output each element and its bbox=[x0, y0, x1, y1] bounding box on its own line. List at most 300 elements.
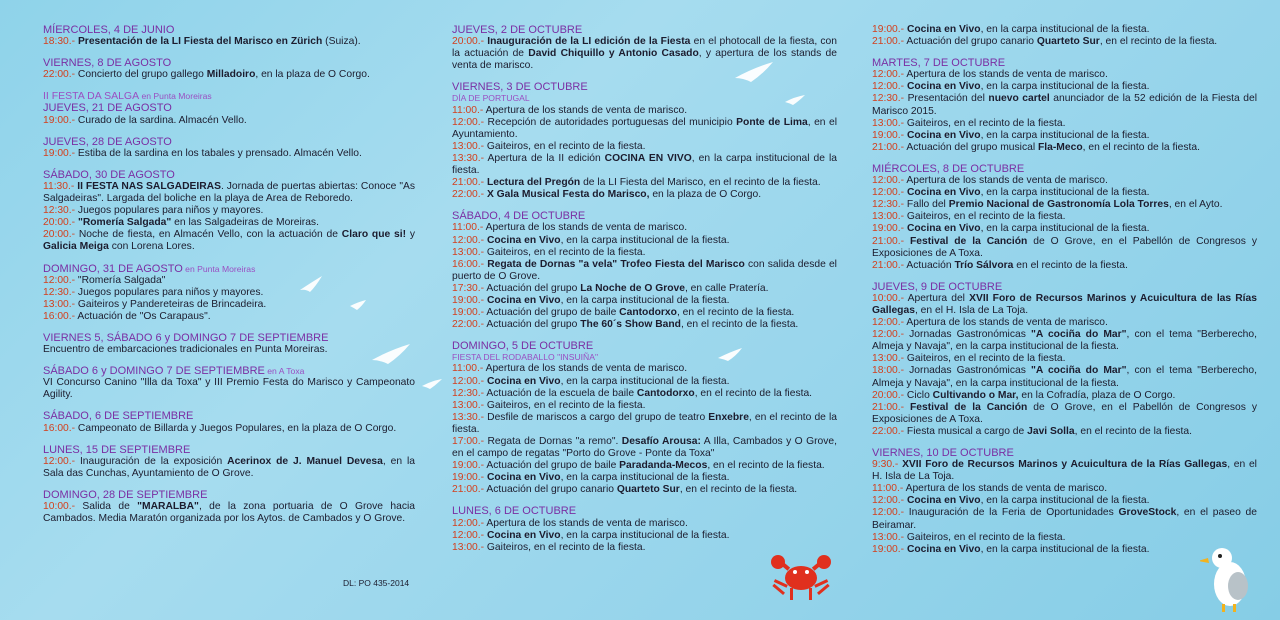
event-time: 20:00.- bbox=[43, 229, 76, 241]
event-text: , en la carpa institucional de la fiesta. bbox=[560, 294, 730, 306]
event-date-heading: VIERNES 5, SÁBADO 6 y DOMINGO 7 DE SEPTIEMBRE bbox=[43, 331, 329, 344]
event-text: (Suiza). bbox=[322, 36, 361, 48]
event-day-block bbox=[452, 340, 837, 496]
event-item bbox=[452, 472, 837, 484]
event-highlight: X Gala Musical Festa do Marisco, bbox=[486, 189, 650, 201]
event-text: con Lorena Lores. bbox=[108, 241, 195, 253]
event-text: , en el recinto de la fiesta. bbox=[1099, 36, 1218, 48]
event-highlight: The 60´s Show Band bbox=[580, 319, 681, 331]
event-day-block bbox=[43, 136, 415, 160]
event-text: Apertura de los stands de venta de marisco. bbox=[483, 222, 688, 234]
event-item bbox=[43, 311, 415, 323]
event-time: 22:00.- bbox=[872, 425, 905, 437]
event-highlight: "MARALBA" bbox=[137, 501, 199, 512]
event-item bbox=[452, 177, 837, 189]
event-text: , en el recinto de la fiesta. bbox=[680, 319, 799, 331]
event-time: 12:00.- bbox=[452, 375, 485, 387]
event-text: Gaiteiros, en el recinto de la fiesta. bbox=[904, 353, 1066, 365]
event-text: , en la carpa institucional de la fiesta. bbox=[560, 529, 730, 541]
event-date-heading: SÁBADO, 6 DE SEPTIEMBRE bbox=[43, 410, 194, 423]
event-time: 13:00.- bbox=[452, 399, 485, 411]
event-text: Juegos populares para niños y mayores. bbox=[75, 286, 264, 298]
event-item bbox=[452, 484, 837, 496]
event-highlight: Quarteto Sur bbox=[616, 484, 680, 496]
event-time: 12:00.- bbox=[872, 495, 905, 507]
event-item bbox=[43, 299, 415, 311]
event-item bbox=[872, 175, 1257, 187]
event-text: Gaiteiros, en el recinto de la fiesta. bbox=[904, 117, 1066, 129]
event-text: Actuación del grupo musical bbox=[904, 141, 1038, 153]
event-item bbox=[452, 530, 837, 542]
event-item bbox=[452, 189, 837, 201]
event-item bbox=[452, 283, 837, 295]
event-highlight: Presentación de la LI Fiesta del Marisco en Zürich bbox=[77, 36, 323, 48]
event-highlight: Fla-Meco bbox=[1038, 141, 1083, 153]
event-day-block bbox=[452, 24, 837, 72]
event-item bbox=[452, 222, 837, 234]
event-text: Gaiteiros, en el recinto de la fiesta. bbox=[484, 140, 646, 152]
event-item bbox=[43, 275, 415, 287]
event-time: 17:00.- bbox=[452, 436, 485, 447]
event-time: 12:00.- bbox=[872, 507, 905, 519]
event-highlight: Cocina en Vivo bbox=[486, 375, 561, 387]
event-highlight: Cocina en Vivo bbox=[906, 129, 981, 141]
event-item bbox=[452, 363, 837, 375]
event-item bbox=[43, 344, 415, 356]
event-item bbox=[452, 460, 837, 472]
event-text: , de la zona portuaria de O Grove hacia Cambados. Media Maratón organizada por los Aytos. de Cambados y O Grove. bbox=[43, 501, 415, 525]
event-text: Regata de Dornas "a remo". bbox=[484, 436, 622, 447]
event-text: Apertura de los stands de venta de marisco. bbox=[484, 517, 688, 529]
event-highlight: Cocina en Vivo bbox=[486, 529, 561, 541]
event-item bbox=[872, 353, 1257, 365]
event-day-block bbox=[43, 332, 415, 356]
event-day-block bbox=[452, 81, 837, 201]
event-date-heading: JUEVES, 21 DE AGOSTO bbox=[43, 102, 172, 115]
event-text: Fallo del bbox=[904, 199, 949, 211]
event-highlight: "Romería Salgada" bbox=[77, 217, 172, 229]
event-text: Actuación del grupo canario bbox=[904, 36, 1037, 48]
event-text: Actuación del grupo canario bbox=[484, 484, 617, 496]
event-item bbox=[43, 148, 415, 160]
event-highlight: Inauguración de la LI edición de la Fiesta bbox=[487, 36, 691, 48]
event-item bbox=[452, 388, 837, 400]
event-date-heading: DOMINGO, 5 DE OCTUBRE bbox=[452, 340, 594, 353]
event-time: 13:00.- bbox=[452, 246, 485, 258]
event-text: y bbox=[406, 229, 415, 241]
event-time: 13:00.- bbox=[872, 353, 905, 365]
event-highlight: Cocina en Vivo bbox=[906, 543, 981, 555]
event-highlight: Lectura del Pregón bbox=[486, 177, 581, 189]
event-item bbox=[43, 377, 415, 401]
event-day-block bbox=[43, 57, 415, 81]
event-item bbox=[872, 402, 1257, 426]
event-day-block bbox=[452, 505, 837, 553]
event-text: Gaiteiros, en el recinto de la fiesta. bbox=[904, 211, 1066, 223]
event-text: de O Grove, en el Pabellón de Congresos y Exposiciones de A Toxa. bbox=[872, 401, 1257, 425]
event-text: Apertura de los stands de venta de marisco. bbox=[903, 483, 1108, 495]
event-text: Curado de la sardina. Almacén Vello. bbox=[75, 114, 247, 126]
event-item bbox=[43, 36, 415, 48]
event-time: 11:00.- bbox=[452, 363, 484, 375]
event-text: Jornadas Gastronómicas bbox=[904, 329, 1031, 341]
event-time: 13:00.- bbox=[43, 298, 76, 310]
event-highlight: Cocina en Vivo bbox=[906, 223, 981, 235]
event-text: , en la carpa institucional de la fiesta. bbox=[980, 129, 1150, 141]
event-text: de O Grove, en el Pabellón de Congresos y Exposiciones de A Toxa. bbox=[872, 235, 1257, 259]
event-date-heading: SÁBADO 6 y DOMINGO 7 DE SEPTIEMBRE en A Toxa bbox=[43, 365, 305, 378]
event-time: 12:00.- bbox=[872, 317, 905, 329]
event-text: , en el recinto de la fiesta. bbox=[679, 484, 798, 496]
event-item bbox=[872, 93, 1257, 117]
event-text: Gaiteiros, en el recinto de la fiesta. bbox=[484, 399, 646, 411]
event-highlight: Cantodorxo bbox=[636, 387, 695, 399]
event-text: Presentación del bbox=[904, 93, 989, 105]
event-time: 12:00.- bbox=[872, 187, 905, 199]
event-highlight: Trío Sálvora bbox=[954, 259, 1014, 271]
event-time: 12:00.- bbox=[452, 116, 485, 128]
event-text: , en la Sala das Cunchas, Ayuntamiento de O Grove. bbox=[43, 455, 415, 479]
event-highlight: Cocina en Vivo bbox=[486, 234, 561, 246]
event-text: , en el paseo de Beiramar. bbox=[872, 507, 1258, 531]
event-time: 16:00.- bbox=[452, 258, 485, 270]
event-time: 13:30.- bbox=[452, 152, 485, 164]
event-day-theme: DÍA DE PORTUGAL bbox=[452, 93, 530, 104]
event-time: 21:00.- bbox=[452, 484, 485, 496]
event-time: 19:00.- bbox=[872, 543, 905, 555]
event-time: 11:00.- bbox=[872, 483, 904, 495]
event-time: 18:00.- bbox=[872, 365, 905, 377]
event-text: , en el recinto de la fiesta. bbox=[676, 307, 795, 319]
event-text: , en el recinto de la fiesta. bbox=[1074, 425, 1192, 437]
event-item bbox=[43, 229, 415, 253]
event-item bbox=[452, 319, 837, 331]
event-time: 19:00.- bbox=[452, 294, 485, 306]
event-date-heading: VIERNES, 3 DE OCTUBRE bbox=[452, 81, 588, 94]
event-time: 19:00.- bbox=[452, 307, 485, 319]
event-item bbox=[43, 287, 415, 299]
event-text: , en la carpa institucional de la fiesta. bbox=[452, 152, 837, 177]
event-time: 12:30.- bbox=[452, 387, 485, 399]
event-text: Ciclo bbox=[904, 389, 933, 401]
event-item bbox=[872, 187, 1257, 199]
event-highlight: Milladoiro bbox=[206, 69, 256, 81]
event-item bbox=[872, 211, 1257, 223]
event-highlight: David Chiquillo y Antonio Casado bbox=[528, 48, 699, 60]
event-item bbox=[872, 507, 1257, 531]
event-highlight: Cocina en Vivo bbox=[906, 495, 981, 507]
event-time: 20:00.- bbox=[872, 389, 905, 401]
bird-icon bbox=[422, 379, 442, 389]
event-item bbox=[872, 495, 1257, 507]
event-item bbox=[872, 426, 1257, 438]
event-time: 11:30.- bbox=[43, 180, 75, 192]
event-date-heading: JUEVES, 9 DE OCTUBRE bbox=[872, 280, 1003, 293]
event-text: , con el tema "Berberecho, Almeja y Navaja", en la carpa institucional de la fiesta. bbox=[872, 329, 1257, 353]
event-day-block bbox=[43, 365, 415, 401]
event-highlight: Enxebre bbox=[708, 411, 749, 423]
event-highlight: XVII Foro de Recursos Marinos y Acuicultura de las Rías Gallegas bbox=[872, 292, 1257, 316]
event-highlight: Festival de la Canción bbox=[910, 235, 1028, 247]
event-time: 22:00.- bbox=[452, 319, 485, 331]
event-text: con salida desde el puerto de O Grove. bbox=[452, 258, 837, 282]
event-location-tag: en A Toxa bbox=[264, 366, 305, 377]
event-item bbox=[43, 456, 415, 480]
event-time: 12:00.- bbox=[452, 517, 485, 529]
event-time: 19:00.- bbox=[43, 147, 76, 159]
event-time: 10:00.- bbox=[872, 292, 905, 304]
event-time: 13:00.- bbox=[452, 140, 485, 152]
event-day-block bbox=[872, 163, 1257, 272]
event-text: Actuación de la escuela de baile bbox=[484, 387, 637, 399]
event-time: 19:00.- bbox=[452, 472, 485, 484]
event-text: Gaiteiros, en el recinto de la fiesta. bbox=[484, 246, 646, 258]
event-time: 19:00.- bbox=[43, 114, 76, 126]
event-time: 12:30.- bbox=[43, 205, 76, 217]
event-text: Campeonato de Billarda y Juegos Populares, en la plaza de O Corgo. bbox=[75, 422, 397, 434]
event-item bbox=[872, 69, 1257, 81]
event-text: Inauguración de la Feria de Oportunidades bbox=[904, 507, 1119, 519]
event-text: Actuación del grupo bbox=[484, 319, 581, 331]
event-time: 12:00.- bbox=[452, 234, 485, 246]
event-day-block bbox=[43, 410, 415, 434]
event-time: 11:00.- bbox=[452, 104, 484, 116]
event-time: 12:30.- bbox=[872, 93, 905, 105]
event-text: Fiesta musical a cargo de bbox=[904, 425, 1028, 437]
event-day-block bbox=[43, 169, 415, 254]
event-text: , en la carpa institucional de la fiesta. bbox=[560, 472, 730, 484]
event-highlight: Desafío Arousa: bbox=[621, 436, 701, 447]
event-text: . Jornada de puertas abiertas: Conoce "As Salgadeiras". Largada del boliche en la playa de Area de Reboredo. bbox=[43, 180, 415, 205]
event-text: Apertura de los stands de venta de marisco. bbox=[483, 363, 688, 375]
event-highlight: Cocina en Vivo bbox=[486, 472, 561, 484]
event-time: 21:00.- bbox=[452, 177, 485, 189]
event-text: , en la carpa institucional de la fiesta. bbox=[980, 223, 1150, 235]
event-text: , en el recinto de la fiesta. bbox=[1082, 141, 1200, 153]
event-day-block bbox=[872, 57, 1257, 154]
event-day-block bbox=[43, 24, 415, 48]
event-text: , en la carpa institucional de la fiesta. bbox=[980, 543, 1150, 555]
event-text: Inauguración de la exposición bbox=[75, 455, 228, 467]
event-text: Jornadas Gastronómicas bbox=[904, 365, 1031, 377]
event-time: 10:00.- bbox=[43, 501, 76, 512]
event-text: Apertura de los stands de venta de marisco. bbox=[904, 175, 1108, 187]
event-text: en la plaza de O Corgo. bbox=[649, 189, 762, 201]
event-date-heading: JUEVES, 2 DE OCTUBRE bbox=[452, 24, 583, 36]
event-text: en la Cofradía, plaza de O Corgo. bbox=[1018, 389, 1176, 401]
event-text: , con el tema "Berberecho, Almeja y Navaja", en la carpa institucional de la fiesta. bbox=[872, 365, 1257, 389]
event-item bbox=[872, 142, 1257, 154]
event-item bbox=[43, 115, 415, 127]
event-text: Concierto del grupo gallego bbox=[75, 69, 207, 81]
event-item bbox=[872, 130, 1257, 142]
event-text: , en el recinto de la fiesta. bbox=[694, 387, 813, 399]
event-highlight: Galicia Meiga bbox=[43, 241, 109, 253]
event-text: Actuación de "Os Carapaus". bbox=[75, 310, 211, 322]
event-item bbox=[452, 307, 837, 319]
event-item bbox=[452, 376, 837, 388]
event-text: Actuación del grupo bbox=[484, 282, 581, 294]
event-item bbox=[452, 295, 837, 307]
event-highlight: Cocina en Vivo bbox=[906, 24, 981, 35]
event-highlight: nuevo cartel bbox=[988, 93, 1050, 105]
event-date-heading: DOMINGO, 28 DE SEPTIEMBRE bbox=[43, 488, 208, 501]
event-text: , en el H. Isla de La Toja. bbox=[872, 459, 1257, 483]
event-location-tag: en Punta Moreiras bbox=[139, 91, 212, 102]
event-item bbox=[872, 329, 1257, 353]
event-time: 12:00.- bbox=[872, 81, 905, 93]
event-time: 13:00.- bbox=[872, 211, 905, 223]
event-item bbox=[452, 235, 837, 247]
event-text: Actuación del grupo de baile bbox=[484, 460, 620, 472]
event-time: 12:30.- bbox=[872, 199, 905, 211]
event-date-heading: MARTES, 7 DE OCTUBRE bbox=[872, 57, 1006, 70]
event-item bbox=[43, 217, 415, 229]
event-highlight: Cantodorxo bbox=[619, 307, 677, 319]
event-highlight: Paradanda-Mecos bbox=[619, 460, 708, 472]
event-date-heading: LUNES, 15 DE SEPTIEMBRE bbox=[43, 443, 191, 456]
event-time: 16:00.- bbox=[43, 422, 76, 434]
event-date-heading: DOMINGO, 31 DE AGOSTO en Punta Moreiras bbox=[43, 262, 256, 275]
event-text: Actuación del grupo de baile bbox=[484, 307, 620, 319]
event-text: , en el recinto de la fiesta. bbox=[707, 460, 825, 472]
event-date-heading: VIERNES, 8 DE AGOSTO bbox=[43, 57, 172, 70]
event-highlight: II FESTA NAS SALGADEIRAS bbox=[77, 180, 221, 192]
event-day-block bbox=[43, 90, 415, 126]
event-text: , en la carpa institucional de la fiesta. bbox=[980, 495, 1150, 507]
event-text: VI Concurso Canino "Illa da Toxa" y III Premio Festa do Marisco y Campeonato Agility. bbox=[43, 377, 415, 401]
event-day-theme: FIESTA DEL RODABALLO "INSUIÑA" bbox=[452, 352, 599, 363]
event-time: 22:00.- bbox=[452, 189, 485, 201]
event-highlight: "A cociña do Mar" bbox=[1030, 365, 1127, 377]
event-item bbox=[452, 36, 837, 72]
event-item bbox=[43, 181, 415, 205]
event-highlight: Claro que si! bbox=[341, 229, 407, 241]
event-item bbox=[452, 436, 837, 460]
event-text: Encuentro de embarcaciones tradicionales en Punta Moreiras. bbox=[43, 344, 328, 356]
event-item bbox=[872, 532, 1257, 544]
event-item bbox=[452, 141, 837, 153]
event-text: , en la carpa institucional de la fiesta. bbox=[980, 81, 1150, 93]
event-item bbox=[452, 400, 837, 412]
event-time: 22:00.- bbox=[43, 69, 76, 81]
event-text: Noche de fiesta, en Almacén Vello, con la actuación de bbox=[75, 229, 342, 241]
event-time: 21:00.- bbox=[872, 36, 905, 48]
column-left bbox=[43, 24, 415, 534]
event-text: Apertura de la II edición bbox=[484, 152, 605, 164]
event-date-heading: SÁBADO, 4 DE OCTUBRE bbox=[452, 210, 586, 223]
event-text: Apertura del bbox=[904, 292, 970, 304]
event-item bbox=[43, 423, 415, 435]
event-item bbox=[872, 236, 1257, 260]
event-highlight: XVII Foro de Recursos Marinos y Acuicultura de la Rías Gallegas bbox=[902, 459, 1228, 471]
event-highlight: Javi Solla bbox=[1027, 425, 1075, 437]
event-highlight: Cocina en Vivo bbox=[486, 294, 561, 306]
event-highlight: GroveStock bbox=[1118, 507, 1177, 519]
event-text: , en el Ayto. bbox=[1168, 199, 1223, 211]
event-item bbox=[872, 390, 1257, 402]
event-item bbox=[872, 459, 1257, 483]
event-time: 12:00.- bbox=[43, 455, 76, 467]
event-item bbox=[872, 293, 1257, 317]
event-time: 19:00.- bbox=[872, 129, 905, 141]
event-text: , en la plaza de O Corgo. bbox=[255, 69, 370, 81]
event-text: , en calle Pratería. bbox=[684, 282, 769, 294]
event-item bbox=[452, 412, 837, 436]
event-day-block bbox=[872, 281, 1257, 438]
event-text: de la LI Fiesta del Marisco, en el recinto de la fiesta. bbox=[580, 177, 821, 189]
event-text: Estiba de la sardina en los tabales y prensado. Almacén Vello. bbox=[75, 147, 362, 159]
event-text: Salida de bbox=[75, 501, 138, 512]
event-item bbox=[872, 317, 1257, 329]
event-text: en el photocall de la fiesta, con la actuación de bbox=[452, 36, 837, 60]
event-item bbox=[872, 483, 1257, 495]
event-item bbox=[452, 117, 837, 141]
event-date-heading: SÁBADO, 30 DE AGOSTO bbox=[43, 168, 175, 181]
event-text: Apertura de los stands de venta de marisco. bbox=[904, 317, 1108, 329]
event-highlight: Cocina en Vivo bbox=[906, 187, 981, 199]
event-item bbox=[872, 24, 1257, 36]
event-item bbox=[872, 365, 1257, 389]
red-crab-icon bbox=[766, 548, 836, 608]
event-text: Gaiteiros, en el recinto de la fiesta. bbox=[904, 531, 1066, 543]
event-day-block bbox=[872, 24, 1257, 48]
column-middle bbox=[452, 24, 837, 563]
event-item bbox=[872, 199, 1257, 211]
event-text: "Romería Salgada" bbox=[75, 274, 166, 286]
event-time: 11:00.- bbox=[452, 222, 484, 234]
event-date-heading: JUEVES, 28 DE AGOSTO bbox=[43, 135, 172, 148]
event-text: , en la carpa institucional de la fiesta. bbox=[980, 24, 1150, 35]
event-text: , y apertura de los stands de venta de marisco. bbox=[452, 48, 837, 72]
event-location-tag: en Punta Moreiras bbox=[182, 263, 256, 274]
event-time: 13:00.- bbox=[452, 541, 485, 553]
event-item bbox=[872, 223, 1257, 235]
event-time: 16:00.- bbox=[43, 310, 76, 322]
event-highlight: Ponte de Lima bbox=[736, 116, 808, 128]
event-highlight: Cultivando o Mar, bbox=[932, 389, 1019, 401]
event-time: 13:00.- bbox=[872, 117, 905, 129]
event-time: 12:00.- bbox=[872, 175, 905, 187]
event-text: Apertura de los stands de venta de marisco. bbox=[483, 104, 688, 116]
event-item bbox=[872, 81, 1257, 93]
event-text: Desfile de mariscos a cargo del grupo de teatro bbox=[484, 411, 709, 423]
event-time: 12:00.- bbox=[43, 274, 76, 286]
event-text: , en la carpa institucional de la fiesta. bbox=[560, 375, 730, 387]
event-text: , en la carpa institucional de la fiesta. bbox=[980, 187, 1150, 199]
event-time: 17:30.- bbox=[452, 282, 485, 294]
event-time: 12:00.- bbox=[872, 329, 905, 341]
event-time: 13:30.- bbox=[452, 411, 485, 423]
event-text: , en el Ayuntamiento. bbox=[452, 116, 838, 140]
event-item bbox=[872, 118, 1257, 130]
event-text: anunciador de la 52 edición de la Fiesta del Marisco 2015. bbox=[872, 93, 1257, 117]
event-item bbox=[872, 260, 1257, 272]
event-day-block bbox=[872, 447, 1257, 556]
event-time: 19:00.- bbox=[872, 223, 905, 235]
event-time: 19:00.- bbox=[452, 460, 485, 472]
event-time: 13:00.- bbox=[872, 531, 905, 543]
event-text: , en la carpa institucional de la fiesta. bbox=[560, 234, 730, 246]
event-highlight: Premio Nacional de Gastronomía Lola Torres bbox=[948, 199, 1169, 211]
event-item bbox=[43, 69, 415, 81]
event-text: Apertura de los stands de venta de marisco. bbox=[904, 69, 1108, 81]
event-time: 12:30.- bbox=[43, 286, 76, 298]
column-right bbox=[872, 24, 1257, 565]
event-item bbox=[872, 36, 1257, 48]
event-time: 12:00.- bbox=[872, 69, 905, 81]
event-item bbox=[43, 501, 415, 525]
